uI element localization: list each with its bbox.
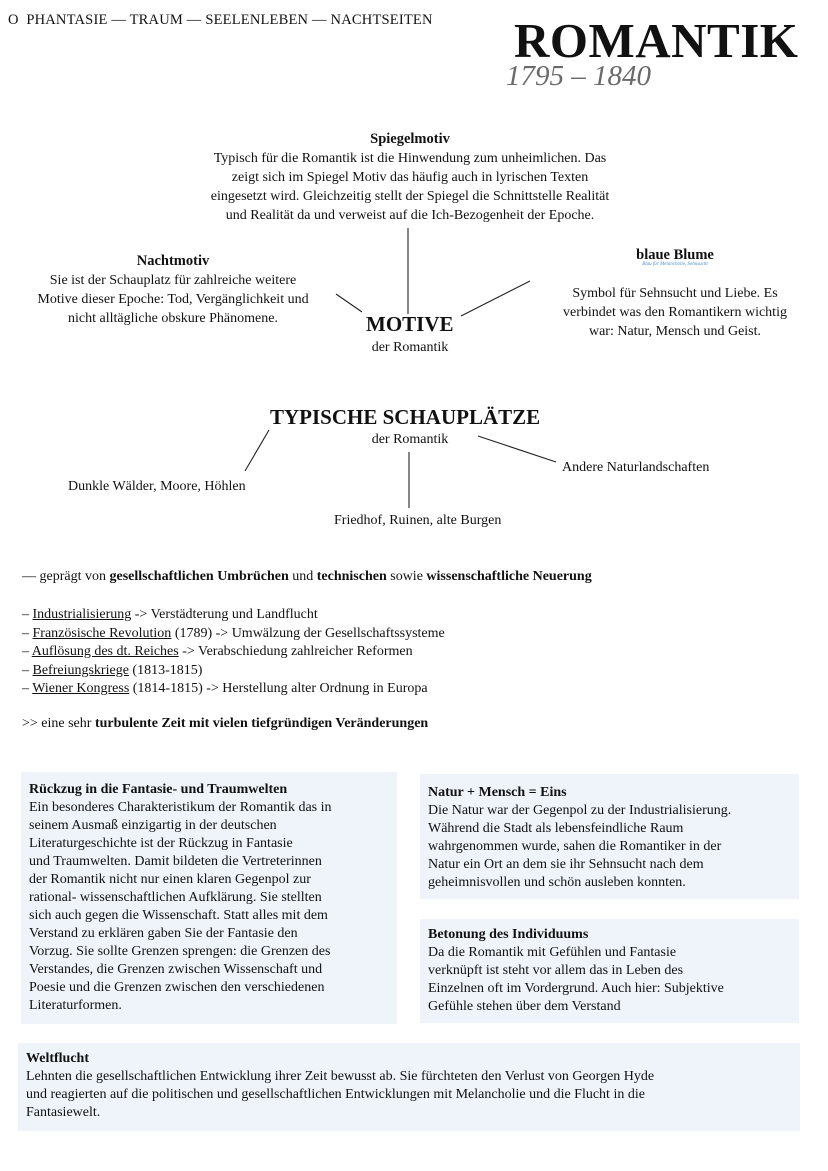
mirror-motif bbox=[160, 130, 660, 225]
box-line: rational- wissenschaftlichen Aufklärung. Sie stellten bbox=[29, 890, 322, 905]
event-detail: -> Verstädterung und Landflucht bbox=[131, 607, 318, 622]
box-line: Da die Romantik mit Gefühlen und Fantasie bbox=[428, 945, 677, 960]
box-line: Verstandes, die Grenzen zwischen Wissenschaft und bbox=[29, 962, 323, 977]
context-intro bbox=[22, 568, 592, 587]
event-term: Wiener Kongress bbox=[32, 681, 130, 696]
box-nature bbox=[420, 774, 799, 899]
event-detail: -> Verabschiedung zahlreicher Reformen bbox=[178, 644, 413, 659]
list-item bbox=[22, 680, 445, 699]
epoch-years: 1795 – 1840 bbox=[506, 60, 651, 92]
flower-line: Symbol für Sehnsucht und Liebe. Es bbox=[572, 286, 778, 301]
blue-flower-title: blaue Blume bbox=[636, 247, 714, 263]
bullet-marker: O bbox=[8, 12, 19, 28]
box-line: Während die Stadt als lebensfeindliche Raum bbox=[428, 821, 684, 836]
box-line: Natur ein Ort an dem sie ihr Sehnsucht nach dem bbox=[428, 857, 704, 872]
mirror-line: und Realität da und verweist auf die Ich-Bezogenheit der Epoche. bbox=[225, 208, 595, 223]
night-line: nicht alltägliche obskure Phänomene. bbox=[68, 311, 278, 326]
box-individual bbox=[420, 919, 799, 1023]
dash: – bbox=[22, 662, 33, 678]
event-detail: (1813-1815) bbox=[128, 662, 203, 678]
list-item bbox=[22, 662, 445, 681]
event-detail: (1789) -> Umwälzung der Gesellschaftssysteme bbox=[171, 625, 445, 641]
line-place-3 bbox=[478, 436, 556, 462]
night-line: Sie ist der Schauplatz für zahlreiche weitere bbox=[49, 273, 297, 288]
motive-heading: MOTIVE bbox=[366, 312, 454, 336]
dash: – bbox=[22, 681, 33, 696]
intro-text: sowie bbox=[386, 569, 427, 584]
summary-bold: turbulente Zeit mit vielen tiefgründigen Veränderungen bbox=[94, 716, 429, 731]
intro-bold: technischen bbox=[316, 569, 387, 584]
page-title: ROMANTIK bbox=[514, 13, 799, 68]
header-topline bbox=[8, 12, 433, 29]
box-line: geheimnisvollen und schön ausleben konnten. bbox=[428, 875, 686, 890]
box-line: wahrgenommen wurde, sahen die Romantiker in der bbox=[428, 839, 722, 854]
flower-line: verbindet was den Romantikern wichtig bbox=[563, 305, 787, 320]
intro-text: — geprägt von bbox=[22, 569, 110, 584]
place-nature: Andere Naturlandschaften bbox=[562, 460, 710, 475]
line-place-1 bbox=[245, 430, 269, 471]
blue-flower-motif bbox=[530, 246, 820, 341]
box-nature-title: Natur + Mensch = Eins bbox=[428, 785, 567, 800]
dash: – bbox=[22, 607, 33, 622]
event-detail: (1814-1815) -> Herstellung alter Ordnung in Europa bbox=[129, 681, 428, 696]
summary-text: >> eine sehr bbox=[22, 716, 95, 731]
flower-line: war: Natur, Mensch und Geist. bbox=[588, 324, 762, 339]
box-line: Literaturgeschichte ist der Rückzug in Fantasie bbox=[29, 836, 293, 851]
box-escape-title: Weltflucht bbox=[26, 1051, 89, 1066]
mirror-line: Typisch für die Romantik ist die Hinwendung zum unheimlichen. Das bbox=[213, 151, 607, 166]
box-line: verknüpft ist steht vor allem das in Leben des bbox=[428, 963, 684, 978]
box-line: Gefühle stehen über dem Verstand bbox=[428, 999, 621, 1014]
places-subheading: der Romantik bbox=[371, 432, 449, 447]
box-escape bbox=[18, 1043, 800, 1131]
mirror-motif-title: Spiegelmotiv bbox=[370, 131, 450, 147]
box-retreat bbox=[21, 772, 397, 1024]
themes-line: PHANTASIE — TRAUM — SEELENLEBEN — NACHTSEITEN bbox=[26, 12, 433, 28]
dash: – bbox=[22, 644, 32, 659]
box-line: der Romantik nicht nur einen klaren Gegenpol zur bbox=[29, 872, 311, 887]
box-line: Die Natur war der Gegenpol zu der Industrialisierung. bbox=[428, 803, 732, 818]
night-motif-title: Nachtmotiv bbox=[136, 253, 210, 269]
box-line: seinem Ausmaß einzigartig in der deutschen bbox=[29, 818, 277, 833]
context-summary bbox=[22, 715, 428, 734]
box-line: Einzelnen oft im Vordergrund. Auch hier: Subjektive bbox=[428, 981, 724, 996]
box-line: Vorzug. Sie sollte Grenzen sprengen: die Grenzen des bbox=[29, 944, 331, 959]
box-line: Lehnten die gesellschaftlichen Entwicklung ihrer Zeit bewusst ab. Sie fürchteten den Verlust von Georgen Hyde bbox=[26, 1069, 655, 1084]
list-item bbox=[22, 625, 445, 644]
box-line: Poesie und die Grenzen zwischen den verschiedenen bbox=[29, 980, 325, 995]
event-term: Befreiungskriege bbox=[32, 662, 129, 678]
places-heading: TYPISCHE SCHAUPLÄTZE bbox=[270, 405, 541, 429]
event-term: Französische Revolution bbox=[32, 625, 172, 641]
list-item bbox=[22, 606, 445, 625]
blue-flower-note: Blau für Melancholie, Sehnsucht bbox=[642, 262, 708, 267]
box-retreat-title: Rückzug in die Fantasie- und Traumwelten bbox=[29, 782, 288, 797]
box-line: sich auch gegen die Wissenschaft. Statt alles mit dem bbox=[29, 908, 328, 923]
event-list bbox=[22, 606, 445, 699]
box-line: Literaturformen. bbox=[29, 998, 122, 1013]
event-term: Auflösung des dt. Reiches bbox=[31, 644, 179, 659]
intro-text: und bbox=[288, 569, 317, 584]
box-line: Ein besonderes Charakteristikum der Romantik das in bbox=[29, 800, 332, 815]
intro-bold: wissenschaftliche Neuerung bbox=[426, 569, 592, 584]
night-line: Motive dieser Epoche: Tod, Vergänglichkeit und bbox=[37, 292, 309, 307]
list-item bbox=[22, 643, 445, 662]
box-line: und reagierten auf die politischen und gesellschaftlichen Entwicklungen mit Melancholie und die Flucht in die bbox=[26, 1087, 645, 1102]
box-line: Fantasiewelt. bbox=[26, 1105, 101, 1120]
night-motif bbox=[0, 252, 346, 328]
mirror-line: zeigt sich im Spiegel Motiv das häufig auch in lyrischen Texten bbox=[231, 170, 589, 185]
box-individual-title: Betonung des Individuums bbox=[428, 927, 589, 942]
intro-bold: gesellschaftlichen Umbrüchen bbox=[109, 569, 289, 584]
event-term: Industrialisierung bbox=[32, 607, 132, 622]
motive-subheading: der Romantik bbox=[371, 340, 449, 355]
box-line: und Traumwelten. Damit bildeten die Vertreterinnen bbox=[29, 854, 322, 869]
place-forests: Dunkle Wälder, Moore, Höhlen bbox=[68, 479, 246, 494]
line-flower bbox=[461, 281, 530, 316]
box-line: Verstand zu erklären gaben Sie der Fantasie den bbox=[29, 926, 298, 941]
dash: – bbox=[22, 625, 33, 641]
mirror-line: eingesetzt wird. Gleichzeitig stellt der Spiegel die Schnittstelle Realität bbox=[210, 189, 610, 204]
place-cemetery: Friedhof, Ruinen, alte Burgen bbox=[334, 513, 502, 528]
